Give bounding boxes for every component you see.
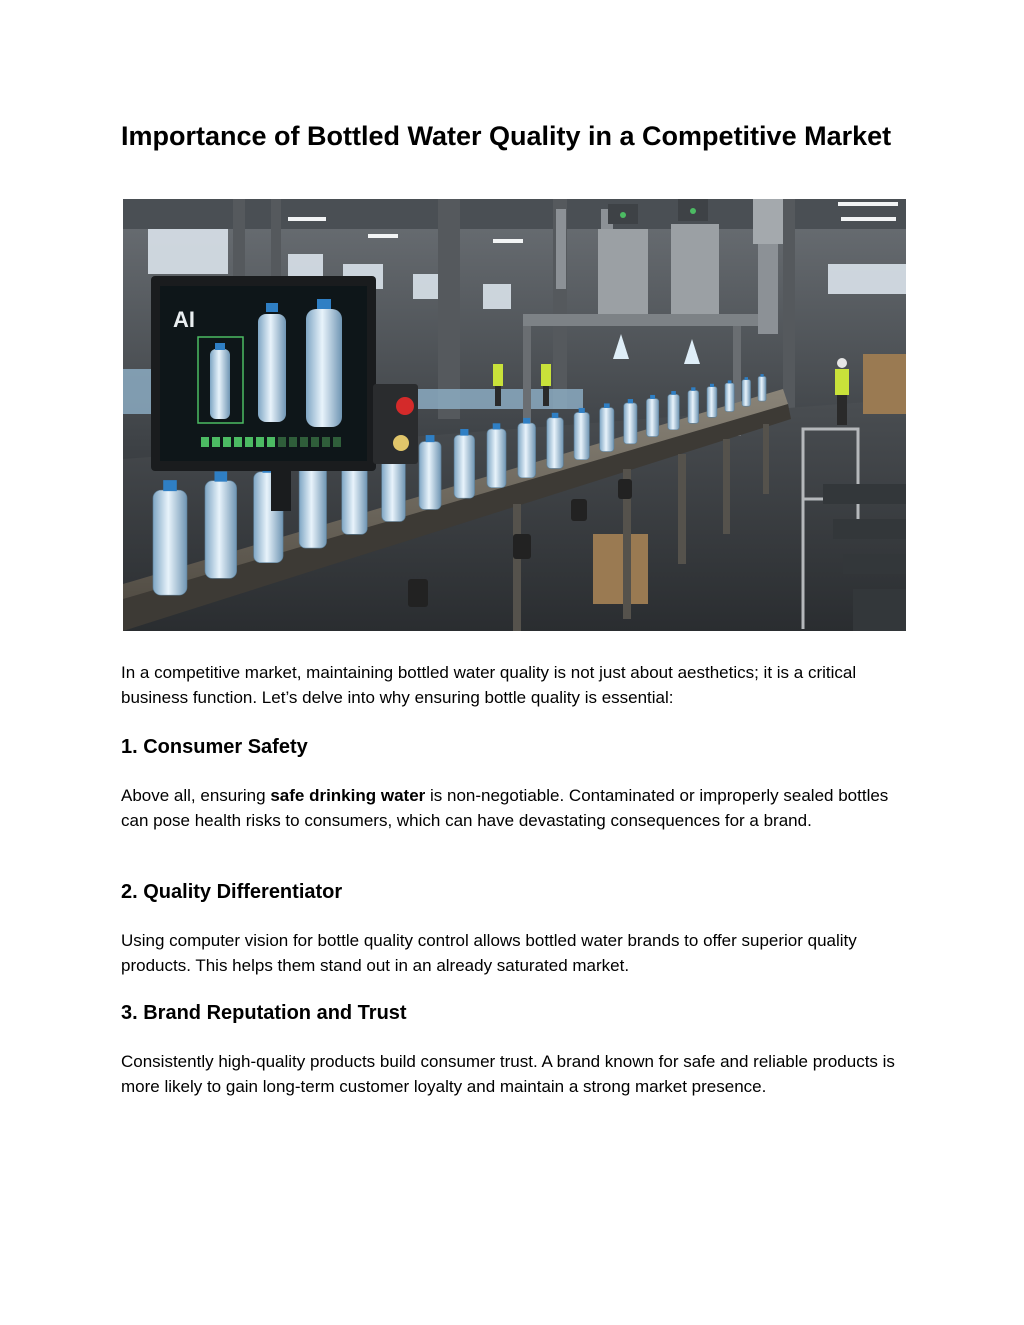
section-heading: 3. Brand Reputation and Trust — [121, 1002, 407, 1024]
page-title: Importance of Bottled Water Quality in a Competitive Market — [121, 121, 892, 151]
section-heading: 1. Consumer Safety — [121, 736, 308, 758]
section-text: Using computer vision for bottle quality control allows bottled water brands to offer superior quality products. This helps them stand out in an already saturated market. — [121, 931, 857, 975]
hero-image — [123, 199, 906, 631]
section-text: Above all, ensuring safe drinking water is non-negotiable. Contaminated or improperly sealed bottles can pose health risks to consumers, which can have devastating consequences for a brand. — [121, 786, 889, 830]
monitor-label: AI — [173, 307, 195, 332]
intro-text: In a competitive market, maintaining bottled water quality is not just about aesthetics; it is a critical business function. Let’s delve into why ensuring bottle quality is essential: — [121, 663, 857, 707]
bold-phrase: safe drinking water — [270, 786, 426, 805]
section-consumer-safety — [121, 734, 906, 833]
section-heading: 2. Quality Differentiator — [121, 881, 343, 903]
section-text: Consistently high-quality products build consumer trust. A brand known for safe and reliable products is more likely to gain long-term customer loyalty and maintain a strong market presence. — [121, 1052, 895, 1096]
section-quality-differentiator — [121, 879, 906, 978]
section-brand-reputation — [121, 1000, 906, 1099]
intro-paragraph — [121, 661, 906, 710]
